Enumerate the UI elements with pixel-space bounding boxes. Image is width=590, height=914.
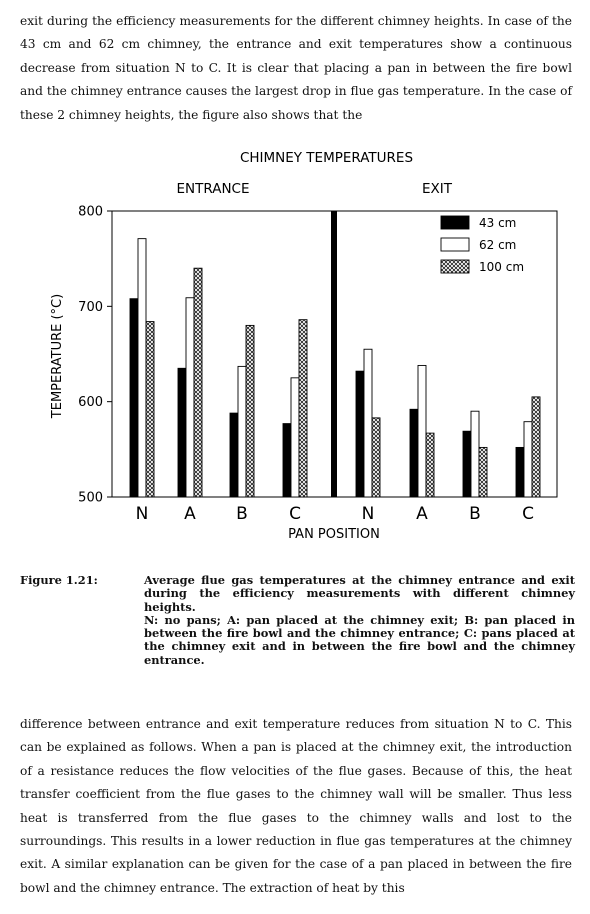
caption-description: Average flue gas temperatures at the chimney entrance and exit during the efficiency measurements with different chimney heights. [144,573,575,614]
bar-exit-a-100cm [426,433,434,497]
legend-swatch-62cm [441,238,469,251]
bar-exit-a-62cm [418,365,426,497]
panel-label-exit: EXIT [421,181,453,197]
bar-entrance-n-43cm [130,299,138,497]
bar-exit-c-100cm [532,397,540,497]
figure-caption [20,574,575,667]
y-tick-label: 500 [78,490,103,506]
chart-svg [0,140,590,550]
x-tick-label: C [522,504,534,524]
bar-exit-b-100cm [479,447,487,497]
x-tick-label: N [135,504,149,524]
x-tick-label: B [236,504,248,524]
bar-entrance-a-43cm [178,368,186,497]
bar-entrance-a-62cm [186,298,194,497]
y-tick-label: 800 [78,204,103,220]
x-tick-label: A [184,504,196,524]
y-tick-label: 700 [78,299,103,315]
bar-exit-a-43cm [410,409,418,497]
paragraph-top: exit during the efficiency measurements for the different chimney heights. In case of the 43 cm and 62 cm chimney, the entrance and exit temperatures show a continuous decrease from situation N to C. It is clear that placing a pan in between the fire bowl and the chimney entrance causes the largest drop in flue gas temperature. In the case of these 2 chimney heights, the figure also shows that the [20,14,572,122]
y-axis-label: TEMPERATURE (°C) [50,293,65,419]
x-tick-label: B [469,504,481,524]
panel-label-entrance: ENTRANCE [176,181,250,197]
bar-entrance-n-62cm [138,239,146,497]
bar-entrance-c-100cm [299,320,307,497]
x-tick-label: C [289,504,301,524]
caption-label: Figure 1.21: [20,573,98,587]
bar-entrance-c-43cm [283,424,291,497]
bar-exit-c-62cm [524,422,532,497]
x-tick-label: A [416,504,428,524]
bar-exit-b-62cm [471,411,479,497]
caption-legend-note: N: no pans; A: pan placed at the chimney exit; B: pan placed in between the fire bowl and the chimney entrance; C: pans placed at the chimney exit and in between the fire bowl and the chimney entrance. [144,612,575,667]
bar-entrance-a-100cm [194,268,202,497]
panel-divider [331,211,337,497]
bar-entrance-b-62cm [238,366,246,497]
legend-label-43cm: 43 cm [479,216,517,230]
bar-entrance-b-43cm [230,413,238,497]
bar-exit-n-62cm [364,349,372,497]
x-tick-label: N [361,504,375,524]
bar-exit-n-100cm [372,418,380,497]
legend-label-100cm: 100 cm [479,260,525,274]
bar-exit-c-43cm [516,447,524,497]
legend-swatch-43cm [441,216,469,229]
chart-title: CHIMNEY TEMPERATURES [239,150,414,166]
bar-exit-n-43cm [356,371,364,497]
bar-entrance-n-100cm [146,322,154,497]
chimney-temperatures-chart [0,140,590,550]
bar-entrance-c-62cm [291,378,299,497]
bar-entrance-b-100cm [246,325,254,497]
caption-text [144,574,575,667]
x-axis-label: PAN POSITION [288,527,380,542]
legend-label-62cm: 62 cm [479,238,517,252]
legend-swatch-100cm [441,260,469,273]
y-tick-label: 600 [78,395,103,411]
paragraph-bottom: difference between entrance and exit temperature reduces from situation N to C. This can be explained as follows. When a pan is placed at the chimney exit, the introduction of a resistance reduces the flow velocities of the flue gases. Because of this, the heat transfer coefficient from the flue gases to the chimney wall will be smaller. Thus less heat is transferred from the flue gases to the chimney walls and lost to the surroundings. This results in a lower reduction in flue gas temperatures at the chimney exit. A similar explanation can be given for the case of a pan placed in between the fire bowl and the chimney entrance. The extraction of heat by this [20,717,572,895]
bar-exit-b-43cm [463,431,471,497]
